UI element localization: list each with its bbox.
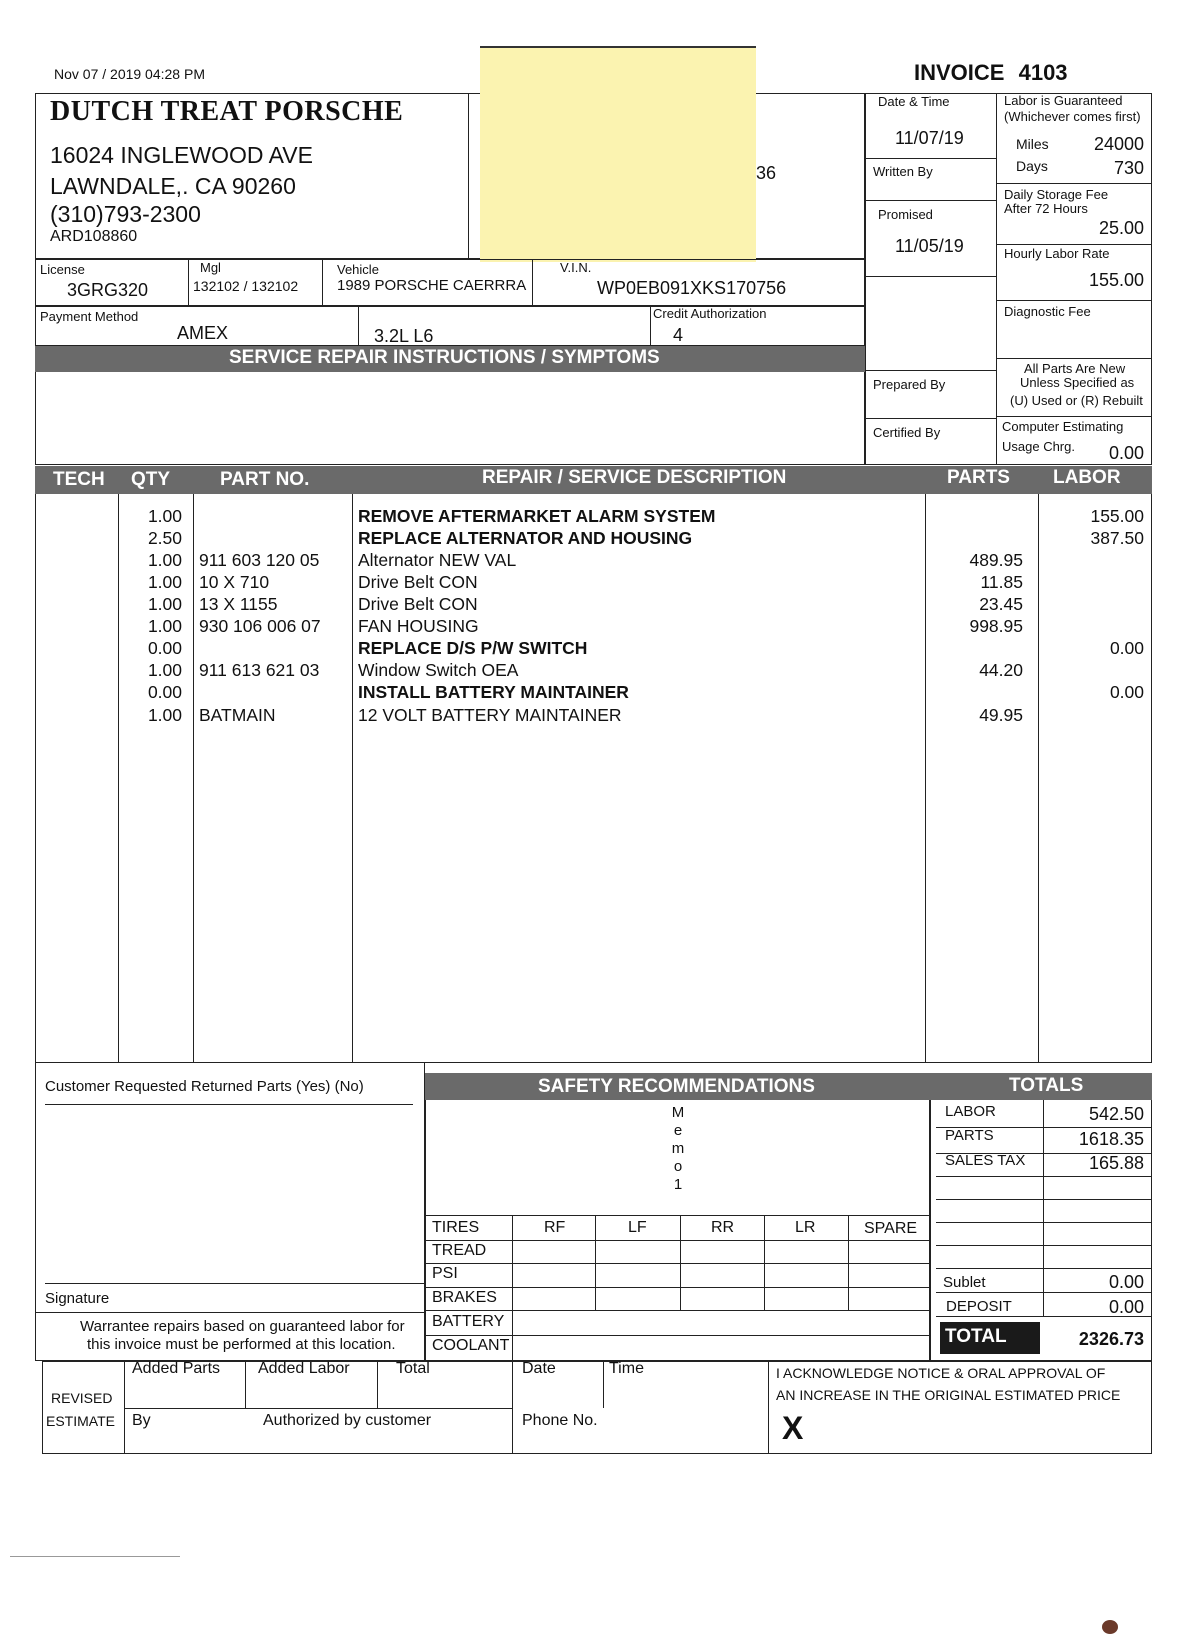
vin-value: WP0EB091XKS170756 <box>597 278 787 298</box>
signature-x-mark: X <box>782 1410 804 1446</box>
inspection-header-rr: RR <box>711 1219 735 1236</box>
miles-label: Miles <box>1016 136 1049 152</box>
totals-sublet-value: 0.00 <box>1108 1272 1144 1292</box>
li-2-qty: 1.00 <box>147 550 182 570</box>
memo-letter: o <box>673 1158 683 1175</box>
totals-sublet-label: Sublet <box>943 1274 986 1291</box>
credit-label: Credit Authorization <box>653 306 767 321</box>
li-5-parts: 998.95 <box>969 616 1023 636</box>
days-label: Days <box>1016 158 1048 174</box>
revised-label: REVISED <box>51 1390 113 1406</box>
storage-label-1: Daily Storage Fee <box>1004 187 1109 202</box>
total-label-box <box>940 1322 1040 1354</box>
certified-by-label: Certified By <box>873 425 941 440</box>
li-1-qty: 2.50 <box>147 528 182 548</box>
li-7-desc: Window Switch OEA <box>358 660 519 680</box>
hourly-value: 155.00 <box>1088 270 1144 290</box>
totals-labor-label: LABOR <box>945 1103 996 1120</box>
authorized-label: Authorized by customer <box>263 1412 432 1429</box>
returned-parts-label: Customer Requested Returned Parts (Yes) (No) <box>45 1078 364 1095</box>
li-8-desc: INSTALL BATTERY MAINTAINER <box>358 682 629 702</box>
li-0-qty: 1.00 <box>147 506 182 526</box>
memo-letter: 1 <box>673 1176 683 1193</box>
inspection-header-spare: SPARE <box>864 1220 918 1237</box>
memo-letter: M <box>671 1104 685 1121</box>
col-description: REPAIR / SERVICE DESCRIPTION <box>482 467 787 488</box>
storage-value: 25.00 <box>1098 218 1144 238</box>
computer-value: 0.00 <box>1108 443 1144 463</box>
credit-value: 4 <box>673 325 684 345</box>
inspection-row-coolant: COOLANT <box>432 1337 510 1354</box>
inspection-row-brakes: BRAKES <box>432 1289 497 1306</box>
diagnostic-label: Diagnostic Fee <box>1004 304 1091 319</box>
totals-title: TOTALS <box>1009 1075 1084 1096</box>
totals-tax-value: 165.88 <box>1088 1153 1144 1173</box>
totals-total-value: 2326.73 <box>1078 1329 1144 1349</box>
li-1-desc: REPLACE ALTERNATOR AND HOUSING <box>358 528 693 548</box>
payment-value: AMEX <box>177 323 229 343</box>
sticky-note-redaction <box>480 46 756 262</box>
safety-bar-title: SAFETY RECOMMENDATIONS <box>538 1076 815 1097</box>
acknowledge-2: AN INCREASE IN THE ORIGINAL ESTIMATED PRICE <box>776 1387 1121 1403</box>
shop-name: DUTCH TREAT PORSCHE <box>50 96 404 127</box>
date-time-label: Date & Time <box>878 94 950 109</box>
li-3-desc: Drive Belt CON <box>358 572 478 592</box>
totals-tax-label: SALES TAX <box>945 1152 1026 1169</box>
vehicle-value: 1989 PORSCHE CAERRRA <box>337 277 527 294</box>
parts-note-2: Unless Specified as <box>1020 375 1135 390</box>
totals-parts-value: 1618.35 <box>1078 1129 1144 1149</box>
totals-deposit-value: 0.00 <box>1108 1297 1144 1317</box>
li-6-qty: 0.00 <box>147 638 182 658</box>
inspection-row-psi: PSI <box>432 1265 458 1282</box>
time-label: Time <box>609 1360 644 1377</box>
inspection-header-rf: RF <box>544 1219 566 1236</box>
parts-note-1: All Parts Are New <box>1024 361 1126 376</box>
date-label: Date <box>522 1360 556 1377</box>
vin-label: V.I.N. <box>560 260 592 275</box>
col-part-no: PART NO. <box>220 469 310 490</box>
li-1-labor: 387.50 <box>1090 528 1144 548</box>
columns-header-bar <box>35 466 1152 494</box>
inspection-header-tires: TIRES <box>432 1219 480 1236</box>
li-0-labor: 155.00 <box>1090 506 1144 526</box>
li-3-part: 10 X 710 <box>199 572 270 592</box>
scan-spot-mark <box>1102 1620 1118 1634</box>
li-5-part: 930 106 006 07 <box>199 616 321 636</box>
vehicle-label: Vehicle <box>337 262 379 277</box>
mgl-value: 132102 / 132102 <box>193 278 299 294</box>
li-3-qty: 1.00 <box>147 572 182 592</box>
li-7-qty: 1.00 <box>147 660 182 680</box>
customer-fragment: 36 <box>756 163 777 183</box>
totals-deposit-label: DEPOSIT <box>946 1298 1012 1315</box>
li-8-qty: 0.00 <box>147 682 182 702</box>
promised-label: Promised <box>878 207 933 222</box>
shop-ard: ARD108860 <box>50 228 138 245</box>
totals-labor-value: 542.50 <box>1088 1104 1144 1124</box>
added-parts-label: Added Parts <box>132 1360 221 1377</box>
li-9-qty: 1.00 <box>147 705 182 725</box>
written-by-label: Written By <box>873 164 933 179</box>
memo-text <box>666 1104 690 1194</box>
total-label: Total <box>396 1360 430 1377</box>
li-4-desc: Drive Belt CON <box>358 594 478 614</box>
invoice-title <box>914 60 1068 86</box>
engine-value: 3.2L L6 <box>374 326 434 346</box>
li-2-parts: 489.95 <box>969 550 1023 570</box>
added-labor-label: Added Labor <box>258 1360 350 1377</box>
computer-label-2: Usage Chrg. <box>1002 439 1075 454</box>
li-7-parts: 44.20 <box>979 660 1023 680</box>
memo-letter: e <box>673 1122 683 1139</box>
inspection-header-lr: LR <box>795 1219 816 1236</box>
parts-note-3: (U) Used or (R) Rebuilt <box>1010 393 1143 408</box>
li-4-part: 13 X 1155 <box>199 594 278 614</box>
li-9-parts: 49.95 <box>979 705 1023 725</box>
storage-label-2: After 72 Hours <box>1004 201 1088 216</box>
li-5-desc: FAN HOUSING <box>358 616 479 636</box>
returned-parts-box <box>35 1063 425 1361</box>
scan-edge-mark <box>10 1556 180 1557</box>
invoice-number: 4103 <box>1018 60 1068 85</box>
symptoms-bar-title: SERVICE REPAIR INSTRUCTIONS / SYMPTOMS <box>229 347 660 368</box>
inspection-row-battery: BATTERY <box>432 1313 505 1330</box>
computer-label-1: Computer Estimating <box>1002 419 1124 434</box>
li-6-desc: REPLACE D/S P/W SWITCH <box>358 638 588 658</box>
li-7-part: 911 613 621 03 <box>199 660 320 680</box>
col-parts: PARTS <box>947 467 1010 488</box>
li-9-desc: 12 VOLT BATTERY MAINTAINER <box>358 705 622 725</box>
li-8-labor: 0.00 <box>1109 682 1144 702</box>
labor-guarantee-2: (Whichever comes first) <box>1004 109 1141 124</box>
acknowledge-1: I ACKNOWLEDGE NOTICE & ORAL APPROVAL OF <box>776 1365 1106 1381</box>
mgl-label: Mgl <box>200 260 221 275</box>
symptoms-area <box>35 372 865 465</box>
shop-phone: (310)793-2300 <box>50 201 201 227</box>
li-4-parts: 23.45 <box>979 594 1023 614</box>
payment-label: Payment Method <box>40 309 139 324</box>
shop-address-2: LAWNDALE,. CA 90260 <box>50 173 296 199</box>
totals-total-label: TOTAL <box>945 1326 1007 1347</box>
safety-bar <box>425 1073 930 1100</box>
by-label: By <box>132 1412 151 1429</box>
memo-letter: m <box>671 1140 685 1157</box>
signature-label: Signature <box>45 1290 110 1307</box>
labor-guarantee-1: Labor is Guaranteed <box>1004 93 1123 108</box>
days-value: 730 <box>1113 158 1144 178</box>
prepared-by-label: Prepared By <box>873 377 946 392</box>
li-9-part: BATMAIN <box>199 705 276 725</box>
col-tech: TECH <box>53 469 105 490</box>
estimate-label: ESTIMATE <box>46 1413 115 1429</box>
print-timestamp: Nov 07 / 2019 04:28 PM <box>54 66 205 82</box>
li-2-desc: Alternator NEW VAL <box>358 550 517 570</box>
warranty-note-2: this invoice must be performed at this location. <box>87 1336 396 1353</box>
totals-parts-label: PARTS <box>945 1127 994 1144</box>
li-3-parts: 11.85 <box>980 572 1023 592</box>
license-value: 3GRG320 <box>67 280 149 300</box>
license-label: License <box>40 262 85 277</box>
hourly-label: Hourly Labor Rate <box>1004 246 1110 261</box>
promised-value: 11/05/19 <box>895 236 964 256</box>
invoice-label: INVOICE <box>914 60 1005 85</box>
col-qty: QTY <box>131 469 171 490</box>
li-5-qty: 1.00 <box>147 616 182 636</box>
phone-label: Phone No. <box>522 1412 598 1429</box>
li-0-desc: REMOVE AFTERMARKET ALARM SYSTEM <box>358 506 716 526</box>
li-6-labor: 0.00 <box>1109 638 1144 658</box>
date-time-value: 11/07/19 <box>895 128 964 148</box>
shop-address-1: 16024 INGLEWOOD AVE <box>50 142 313 168</box>
totals-bar <box>930 1073 1152 1100</box>
inspection-header-lf: LF <box>628 1219 647 1236</box>
miles-value: 24000 <box>1093 134 1144 154</box>
symptoms-bar <box>35 346 865 372</box>
warranty-note-1: Warrantee repairs based on guaranteed labor for <box>80 1318 405 1335</box>
li-2-part: 911 603 120 05 <box>199 550 320 570</box>
inspection-row-tread: TREAD <box>432 1242 487 1259</box>
col-labor: LABOR <box>1053 467 1121 488</box>
li-4-qty: 1.00 <box>147 594 182 614</box>
